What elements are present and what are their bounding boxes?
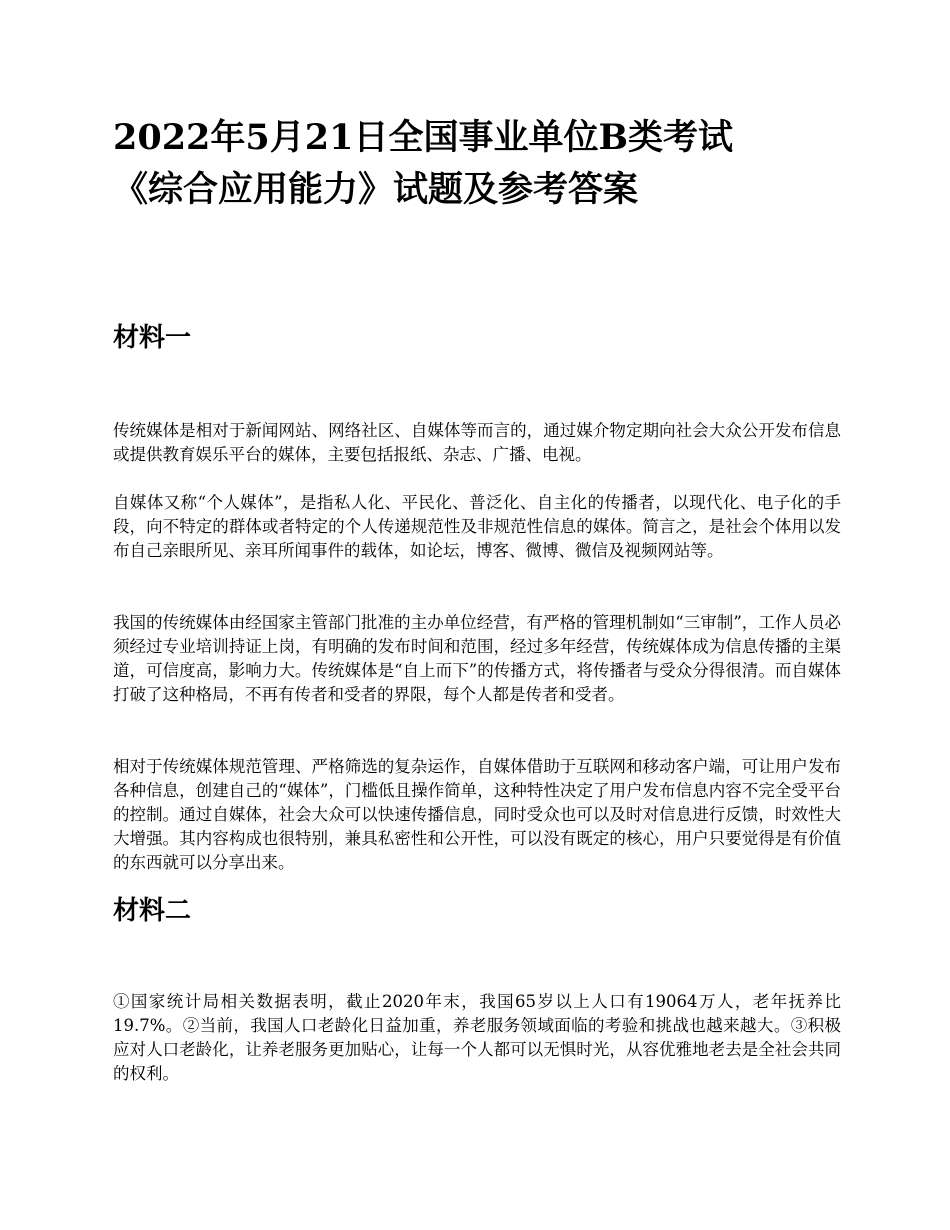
material-1-paragraph: 传统媒体是相对于新闻网站、网络社区、自媒体等而言的，通过媒介物定期向社会大众公开发布信息或提供教育娱乐平台的媒体，主要包括报纸、杂志、广播、电视。 [113,421,841,464]
material-1-heading: 材料一 [113,323,192,353]
document-title [113,112,873,216]
material-2-heading: 材料二 [113,896,192,926]
document-title-line-2: 《综合应用能力》试题及参考答案 [113,169,639,210]
material-1-paragraph: 相对于传统媒体规范管理、严格筛选的复杂运作，自媒体借助于互联网和移动客户端，可让用户发布各种信息，创建自己的“媒体”，门槛低且操作简单，这种特性决定了用户发布信息内容不完全受平台的控制。通过自媒体，社会大众可以快速传播信息，同时受众也可以及时对信息进行反馈，时效性大大增强。其内容构成也很特别，兼具私密性和公开性，可以没有既定的核心，用户只要觉得是有价值的东西就可以分享出来。 [113,757,841,872]
material-1-paragraph: 我国的传统媒体由经国家主管部门批准的主办单位经营，有严格的管理机制如“三审制”，工作人员必须经过专业培训持证上岗，有明确的发布时间和范围，经过多年经营，传统媒体成为信息传播的主渠道，可信度高，影响力大。传统媒体是“自上而下”的传播方式，将传播者与受众分得很清。而自媒体打破了这种格局，不再有传者和受者的界限，每个人都是传者和受者。 [113,613,841,704]
document-title-line-1: 2022年5月21日全国事业单位B类考试 [113,117,734,158]
material-1-paragraph: 自媒体又称“个人媒体”，是指私人化、平民化、普泛化、自主化的传播者，以现代化、电子化的手段，向不特定的群体或者特定的个人传递规范性及非规范性信息的媒体。简言之，是社会个体用以发布自己亲眼所见、亲耳所闻事件的载体，如论坛，博客、微博、微信及视频网站等。 [113,493,841,560]
material-2-paragraph: ①国家统计局相关数据表明，截止2020年末，我国65岁以上人口有19064万人，老年抚养比19.7%。②当前，我国人口老龄化日益加重，养老服务领域面临的考验和挑战也越来越大。③积极应对人口老龄化，让养老服务更加贴心，让每一个人都可以无惧时光，从容优雅地老去是全社会共同的权利。 [113,992,841,1083]
